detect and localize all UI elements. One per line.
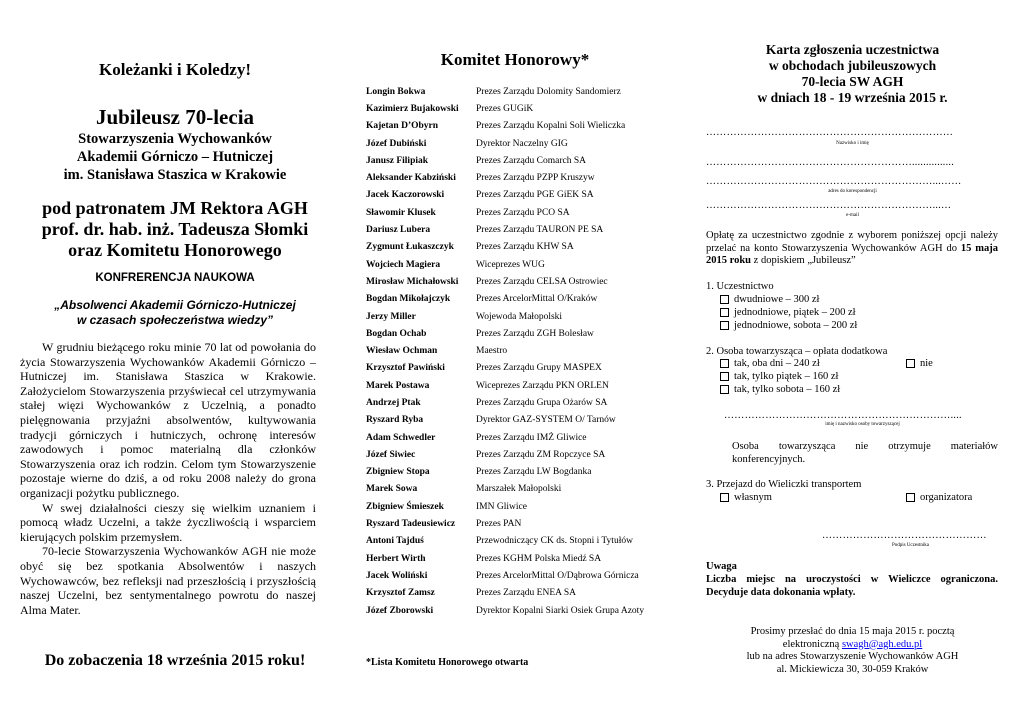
checkbox[interactable]: [906, 359, 915, 368]
address-field[interactable]: …………………………………………………………...……: [706, 176, 962, 187]
committee-footnote: *Lista Komitetu Honorowego otwarta: [366, 657, 529, 668]
member-role: Prezes Zarządu Grupy MASPEX: [476, 363, 602, 374]
member-name: Ryszard Tadeusiewicz: [366, 519, 456, 530]
member-role: Prezes Zarządu Kopalni Soli Wieliczka: [476, 121, 626, 132]
committee-title: Komitet Honorowy*: [440, 50, 590, 69]
committee-member: [366, 464, 670, 481]
committee-member: [366, 256, 670, 273]
option-label: nie: [920, 358, 933, 369]
member-role: Dyrektor Naczelny GIG: [476, 138, 568, 149]
member-role: Dyrektor GAZ-SYSTEM O/ Tarnów: [476, 415, 616, 426]
member-role: Przewodniczący CK ds. Stopni i Tytułów: [476, 536, 633, 547]
option-companion-both[interactable]: [720, 358, 820, 369]
committee-member: [366, 135, 670, 152]
member-role: Prezes Zarządu ZM Ropczyce SA: [476, 449, 606, 460]
option-companion-no[interactable]: [906, 358, 933, 369]
member-role: Prezes Zarządu KHW SA: [476, 242, 574, 253]
member-name: Dariusz Lubera: [366, 225, 431, 236]
patronage-line: pod patronatem JM Rektora AGH: [42, 198, 308, 218]
jubilee-subtitle-line: Akademii Górniczo – Hutniczej: [76, 149, 274, 165]
paragraph: 70-lecie Stowarzyszenia Wychowanków AGH nie może obyć się bez spotkania Absolwentów i naszych Wychowawców, bez refleksji nad przeszłością i przyszłością naszej Uczelni, bez sentymentalnego powrotu do naszej Alma Mater.: [20, 544, 316, 617]
member-role: Prezes Zarządu TAURON PE SA: [476, 225, 604, 236]
member-name: Zygmunt Łukaszczyk: [366, 242, 454, 253]
committee-member: [366, 342, 670, 359]
greeting: Koleżanki i Koledzy!: [98, 60, 252, 79]
member-name: Krzysztof Pawiński: [366, 363, 445, 374]
member-role: Prezes Zarządu CELSA Ostrowiec: [476, 276, 608, 287]
option-companion-friday[interactable]: [720, 371, 838, 382]
member-role: Prezes GUGiK: [476, 103, 534, 114]
checkbox[interactable]: [720, 493, 729, 502]
signature-field[interactable]: …………………………………………: [822, 530, 987, 541]
jubilee-heading: [20, 105, 330, 184]
option-friday[interactable]: [720, 307, 856, 318]
patronage-line: oraz Komitetu Honorowego: [68, 240, 282, 260]
option-organizer-transport[interactable]: [906, 492, 972, 503]
member-role: Prezes Zarządu LW Bogdanka: [476, 467, 592, 478]
member-name: Ryszard Ryba: [366, 415, 424, 426]
option-label: dwudniowe – 300 zł: [734, 294, 820, 305]
jubilee-subtitle-line: Stowarzyszenia Wychowanków: [78, 131, 272, 147]
form-title-line: 70-lecia SW AGH: [801, 74, 904, 89]
middle-panel: [360, 0, 670, 724]
committee-member: [366, 377, 670, 394]
right-panel: [700, 0, 1005, 724]
committee-member: [366, 273, 670, 290]
payment-info: [706, 230, 998, 268]
committee-member: [366, 446, 670, 463]
conference-title-line: w czasach społeczeństwa wiedzy”: [76, 313, 274, 327]
committee-member: [366, 550, 670, 567]
paragraph: W swej działalności cieszy się wielkim uznaniem i pomocą władz Uczelni, a także życzliwością i wsparciem kierujących polskim przemysłem.: [20, 500, 316, 544]
companion-name-caption: imię i nazwisko osoby towarzyszącej: [825, 422, 900, 427]
checkbox[interactable]: [720, 385, 729, 394]
email-field-caption: e-mail: [846, 213, 859, 218]
member-role: Prezes Zarządu Dolomity Sandomierz: [476, 86, 621, 97]
paragraph: W grudniu bieżącego roku minie 70 lat od powołania do życia Stowarzyszenia Wychowanków Akademii Górniczo – Hutniczej im. Stanisława Staszica w Krakowie. Założycielom Stowarzyszenia przyświecał cel utrzymywania stałej więzi Wychowanków z Uczelnią, a ponadto pielęgnowania przyjaźni absolwentów, kultywowania tradycji górniczych i hutniczych, ochronę interesów zawodowych i pomoc materialną dla członków Stowarzyszenia oraz ich rodzin. Celom tym Stowarzyszenie pozostaje wierne do dziś, a od roku 2008 należy do grona organizacji pożytku publicznego.: [20, 340, 316, 500]
member-name: Andrzej Ptak: [366, 397, 421, 408]
committee-member: [366, 308, 670, 325]
committee-member: [366, 204, 670, 221]
committee-member: [366, 394, 670, 411]
email-field[interactable]: …………………………………………………………...…: [706, 200, 952, 211]
committee-member: [366, 325, 670, 342]
companion-name-field[interactable]: …………………………………………………………....: [724, 410, 962, 421]
member-name: Janusz Filipiak: [366, 155, 429, 166]
contact-info: [700, 626, 1005, 676]
committee-member: [366, 169, 670, 186]
member-name: Sławomir Klusek: [366, 207, 436, 218]
warning: [706, 560, 998, 599]
conference-title: [20, 298, 330, 328]
committee-member: [366, 187, 670, 204]
member-role: Prezes KGHM Polska Miedź SA: [476, 553, 602, 564]
companion-note: Osoba towarzysząca nie otrzymuje materiałów konferencyjnych.: [732, 441, 998, 465]
section-companion-title: 2. Osoba towarzysząca – opłata dodatkowa: [706, 346, 888, 357]
conference-title-line: „Absolwenci Akademii Górniczo-Hutniczej: [54, 298, 296, 312]
member-name: Kajetan D’Obyrn: [366, 121, 439, 132]
committee-list: [366, 83, 670, 619]
member-role: Wiceprezes WUG: [476, 259, 545, 270]
member-name: Antoni Tajduś: [366, 536, 424, 547]
member-role: Prezes Zarządu IMŻ Gliwice: [476, 432, 587, 443]
contact-line: lub na adres Stowarzyszenie Wychowanków AGH: [746, 651, 959, 662]
member-name: Marek Postawa: [366, 380, 430, 391]
checkbox[interactable]: [720, 295, 729, 304]
option-label: tak, tylko piątek – 160 zł: [734, 371, 839, 382]
form-title-line: w dniach 18 - 19 września 2015 r.: [757, 90, 948, 105]
member-role: Prezes ArcelorMittal O/Kraków: [476, 294, 598, 305]
intro-text: [20, 340, 316, 617]
member-role: Prezes Zarządu PZPP Kruszyw: [476, 173, 595, 184]
contact-line: al. Mickiewicza 30, 30-059 Kraków: [776, 663, 929, 675]
committee-member: [366, 585, 670, 602]
warning-title: Uwaga: [706, 561, 737, 572]
committee-member: [366, 481, 670, 498]
member-name: Kazimierz Bujakowski: [366, 103, 459, 114]
member-name: Krzysztof Zamsz: [366, 588, 435, 599]
member-name: Józef Zborowski: [366, 605, 434, 616]
checkbox[interactable]: [720, 321, 729, 330]
member-role: Prezes Zarządu PGE GiEK SA: [476, 190, 594, 201]
option-label: jednodniowe, sobota – 200 zł: [734, 320, 858, 331]
committee-member: [366, 100, 670, 117]
committee-member: [366, 602, 670, 619]
option-label: organizatora: [920, 492, 973, 503]
jubilee-subtitle-line: im. Stanisława Staszica w Krakowie: [63, 167, 287, 183]
member-name: Herbert Wirth: [366, 553, 426, 564]
member-name: Wiesław Ochman: [366, 346, 438, 357]
payment-info-text: z dopiskiem „Jubileusz”: [751, 255, 856, 266]
option-saturday[interactable]: [720, 320, 857, 331]
conference-label: KONFRERENCJA NAUKOWA: [95, 272, 255, 284]
contact-text: elektroniczną: [782, 638, 842, 650]
member-name: Bogdan Ochab: [366, 328, 427, 339]
checkbox[interactable]: [720, 359, 729, 368]
member-role: Dyrektor Kopalni Siarki Osiek Grupa Azoty: [476, 605, 645, 616]
member-name: Zbigniew Śmieszek: [366, 501, 444, 512]
member-role: Wiceprezes Zarządu PKN ORLEN: [476, 380, 609, 391]
contact-line: [700, 639, 1005, 652]
patronage: [20, 198, 330, 261]
member-name: Jacek Kaczorowski: [366, 190, 445, 201]
address-field-caption: adres do korespondencji: [828, 189, 877, 194]
patronage-line: prof. dr. hab. inż. Tadeusza Słomki: [41, 219, 309, 239]
member-role: Prezes Zarządu ZGH Bolesław: [476, 328, 594, 339]
committee-member: [366, 83, 670, 100]
payment-info-text: Opłatę za uczestnictwo zgodnie z wyborem poniższej opcji należy przelać na konto Stowarzyszenia Wychowanków AGH do: [706, 230, 998, 254]
checkbox[interactable]: [720, 372, 729, 381]
committee-member: [366, 567, 670, 584]
member-name: Marek Sowa: [366, 484, 418, 495]
form-title: [700, 42, 1005, 106]
committee-member: [366, 360, 670, 377]
committee-member: [366, 515, 670, 532]
committee-member: [366, 429, 670, 446]
committee-member: [366, 152, 670, 169]
committee-member: [366, 533, 670, 550]
member-name: Jerzy Miller: [366, 311, 416, 322]
option-label: własnym: [734, 492, 772, 503]
member-name: Józef Dubiński: [366, 138, 427, 149]
member-role: Marszałek Małopolski: [476, 484, 562, 495]
member-role: Prezes Zarządu PCO SA: [476, 207, 570, 218]
form-title-line: w obchodach jubileuszowych: [768, 58, 937, 73]
option-own-transport[interactable]: [720, 492, 772, 503]
option-label: jednodniowe, piątek – 200 zł: [734, 307, 856, 318]
member-role: Wojewoda Małopolski: [476, 311, 563, 322]
member-name: Longin Bokwa: [366, 86, 426, 97]
member-name: Mirosław Michałowski: [366, 276, 459, 287]
option-companion-saturday[interactable]: [720, 384, 840, 395]
checkbox[interactable]: [906, 493, 915, 502]
email-link[interactable]: swagh@agh.edu.pl: [841, 638, 923, 650]
section-transport-title: 3. Przejazd do Wieliczki transportem: [706, 479, 862, 490]
committee-member: [366, 412, 670, 429]
form-title-line: Karta zgłoszenia uczestnictwa: [765, 42, 940, 57]
jubilee-title: Jubileusz 70-lecia: [95, 105, 255, 129]
member-role: Prezes Zarządu Grupa Ożarów SA: [476, 397, 608, 408]
warning-text: Liczba miejsc na uroczystości w Wieliczce ograniczona. Decyduje data dokonania wpłaty.: [706, 574, 998, 598]
section-participation-title: 1. Uczestnictwo: [706, 281, 774, 292]
member-name: Zbigniew Stopa: [366, 467, 430, 478]
extra-field[interactable]: ……………………………………………………...............: [706, 157, 954, 168]
contact-line: Prosimy przesłać do dnia 15 maja 2015 r. pocztą: [750, 626, 955, 637]
member-role: Prezes Zarządu Comarch SA: [476, 155, 587, 166]
option-label: tak, oba dni – 240 zł: [734, 358, 820, 369]
member-name: Jacek Woliński: [366, 570, 428, 581]
name-field-caption: Nazwisko i imię: [836, 141, 869, 146]
signature-caption: Podpis Uczestnika: [891, 543, 930, 548]
committee-member: [366, 291, 670, 308]
left-panel: [20, 0, 330, 724]
name-field[interactable]: ………………………………………………………………: [706, 127, 954, 138]
member-name: Aleksander Kabziński: [366, 173, 456, 184]
committee-member: [366, 498, 670, 515]
member-role: Maestro: [476, 346, 508, 357]
member-role: IMN Gliwice: [476, 501, 527, 512]
option-two-day[interactable]: [720, 294, 819, 305]
option-label: tak, tylko sobota – 160 zł: [734, 384, 841, 395]
committee-member: [366, 221, 670, 238]
checkbox[interactable]: [720, 308, 729, 317]
member-role: Prezes Zarządu ENEA SA: [476, 588, 576, 599]
committee-member: [366, 118, 670, 135]
payment-deadline: 15 maja 2015 roku: [706, 242, 998, 266]
member-role: Prezes ArcelorMittal O/Dąbrowa Górnicza: [476, 570, 639, 581]
committee-member: [366, 239, 670, 256]
member-name: Wojciech Magiera: [366, 259, 441, 270]
member-role: Prezes PAN: [476, 519, 522, 530]
member-name: Józef Siwiec: [366, 449, 416, 460]
member-name: Adam Schwedler: [366, 432, 436, 443]
member-name: Bogdan Mikołajczyk: [366, 294, 451, 305]
farewell: Do zobaczenia 18 września 2015 roku!: [44, 652, 306, 669]
